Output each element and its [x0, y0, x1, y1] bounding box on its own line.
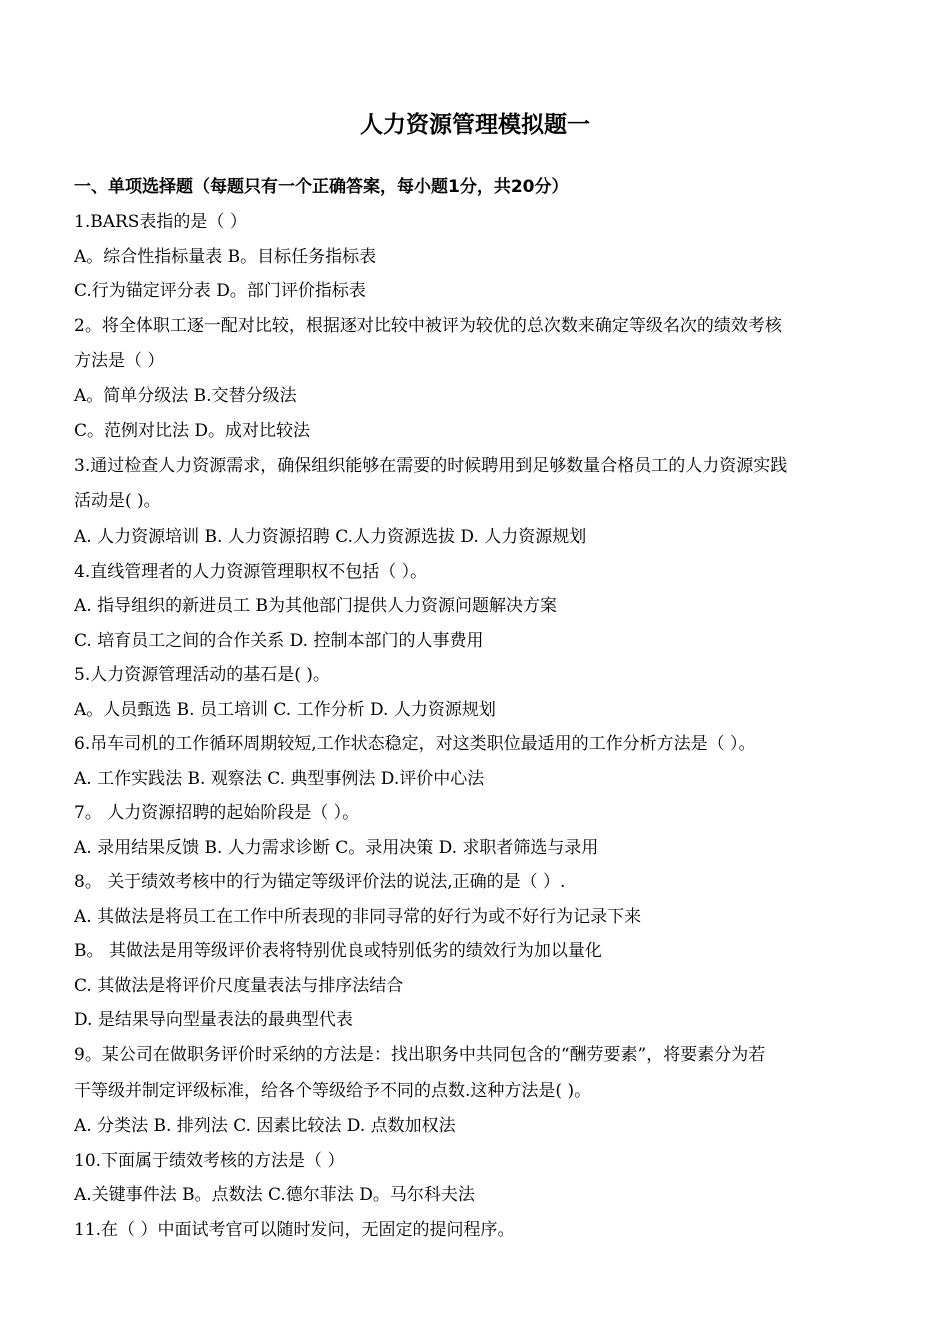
question-line: 6.吊车司机的工作循环周期较短,工作状态稳定，对这类职位最适用的工作分析方法是（ ）。 — [74, 734, 756, 754]
option-line: A. 人力资源培训 B. 人力资源招聘 C.人力资源选拔 D. 人力资源规划 — [74, 527, 587, 547]
question-line: 8。 关于绩效考核中的行为锚定等级评价法的说法,正确的是（ ）. — [74, 872, 566, 892]
question-line: 11.在（ ）中面试考官可以随时发问，无固定的提问程序。 — [74, 1220, 515, 1240]
option-line: A。简单分级法 B.交替分级法 — [74, 386, 297, 406]
question-line: 干等级并制定评级标准，给各个等级给予不同的点数.这种方法是( )。 — [74, 1081, 592, 1101]
option-line: A.关键事件法 B。点数法 C.德尔菲法 D。马尔科夫法 — [74, 1185, 475, 1205]
option-line: A. 录用结果反馈 B. 人力需求诊断 C。录用决策 D. 求职者筛选与录用 — [74, 838, 599, 858]
question-line: 9。某公司在做职务评价时采纳的方法是：找出职务中共同包含的“酬劳要素”，将要素分为若 — [74, 1045, 766, 1065]
question-line: 3.通过检查人力资源需求，确保组织能够在需要的时候聘用到足够数量合格员工的人力资源实践 — [74, 456, 788, 476]
page-title: 人力资源管理模拟题一 — [360, 111, 590, 138]
question-line: 2。将全体职工逐一配对比较，根据逐对比较中被评为较优的总次数来确定等级名次的绩效考核 — [74, 316, 782, 336]
question-line: 方法是（ ） — [74, 351, 165, 371]
question-line: 7。 人力资源招聘的起始阶段是（ ）。 — [74, 803, 360, 823]
option-line: A。综合性指标量表 B。目标任务指标表 — [74, 247, 377, 267]
option-line: A. 指导组织的新进员工 B为其他部门提供人力资源问题解决方案 — [74, 596, 557, 616]
option-line: C. 其做法是将评价尺度量表法与排序法结合 — [74, 976, 404, 996]
question-line: 活动是( )。 — [74, 491, 161, 511]
section-heading: 一、单项选择题（每题只有一个正确答案，每小题1分，共20分） — [74, 177, 569, 197]
option-line: A. 其做法是将员工在工作中所表现的非同寻常的好行为或不好行为记录下来 — [74, 907, 642, 927]
question-line: 1.BARS表指的是（ ） — [74, 212, 247, 232]
question-line: 5.人力资源管理活动的基石是( )。 — [74, 665, 330, 685]
option-line: C。范例对比法 D。成对比较法 — [74, 421, 311, 441]
option-line: A. 分类法 B. 排列法 C. 因素比较法 D. 点数加权法 — [74, 1116, 456, 1136]
question-line: 4.直线管理者的人力资源管理职权不包括（ ）。 — [74, 562, 428, 582]
option-line: A. 工作实践法 B. 观察法 C. 典型事例法 D.评价中心法 — [74, 769, 485, 789]
option-line: A。人员甄选 B. 员工培训 C. 工作分析 D. 人力资源规划 — [74, 700, 496, 720]
option-line: D. 是结果导向型量表法的最典型代表 — [74, 1010, 353, 1030]
option-line: C. 培育员工之间的合作关系 D. 控制本部门的人事费用 — [74, 631, 484, 651]
question-line: 10.下面属于绩效考核的方法是（ ） — [74, 1151, 345, 1171]
option-line: B。 其做法是用等级评价表将特别优良或特别低劣的绩效行为加以量化 — [74, 941, 602, 961]
option-line: C.行为锚定评分表 D。部门评价指标表 — [74, 281, 366, 301]
